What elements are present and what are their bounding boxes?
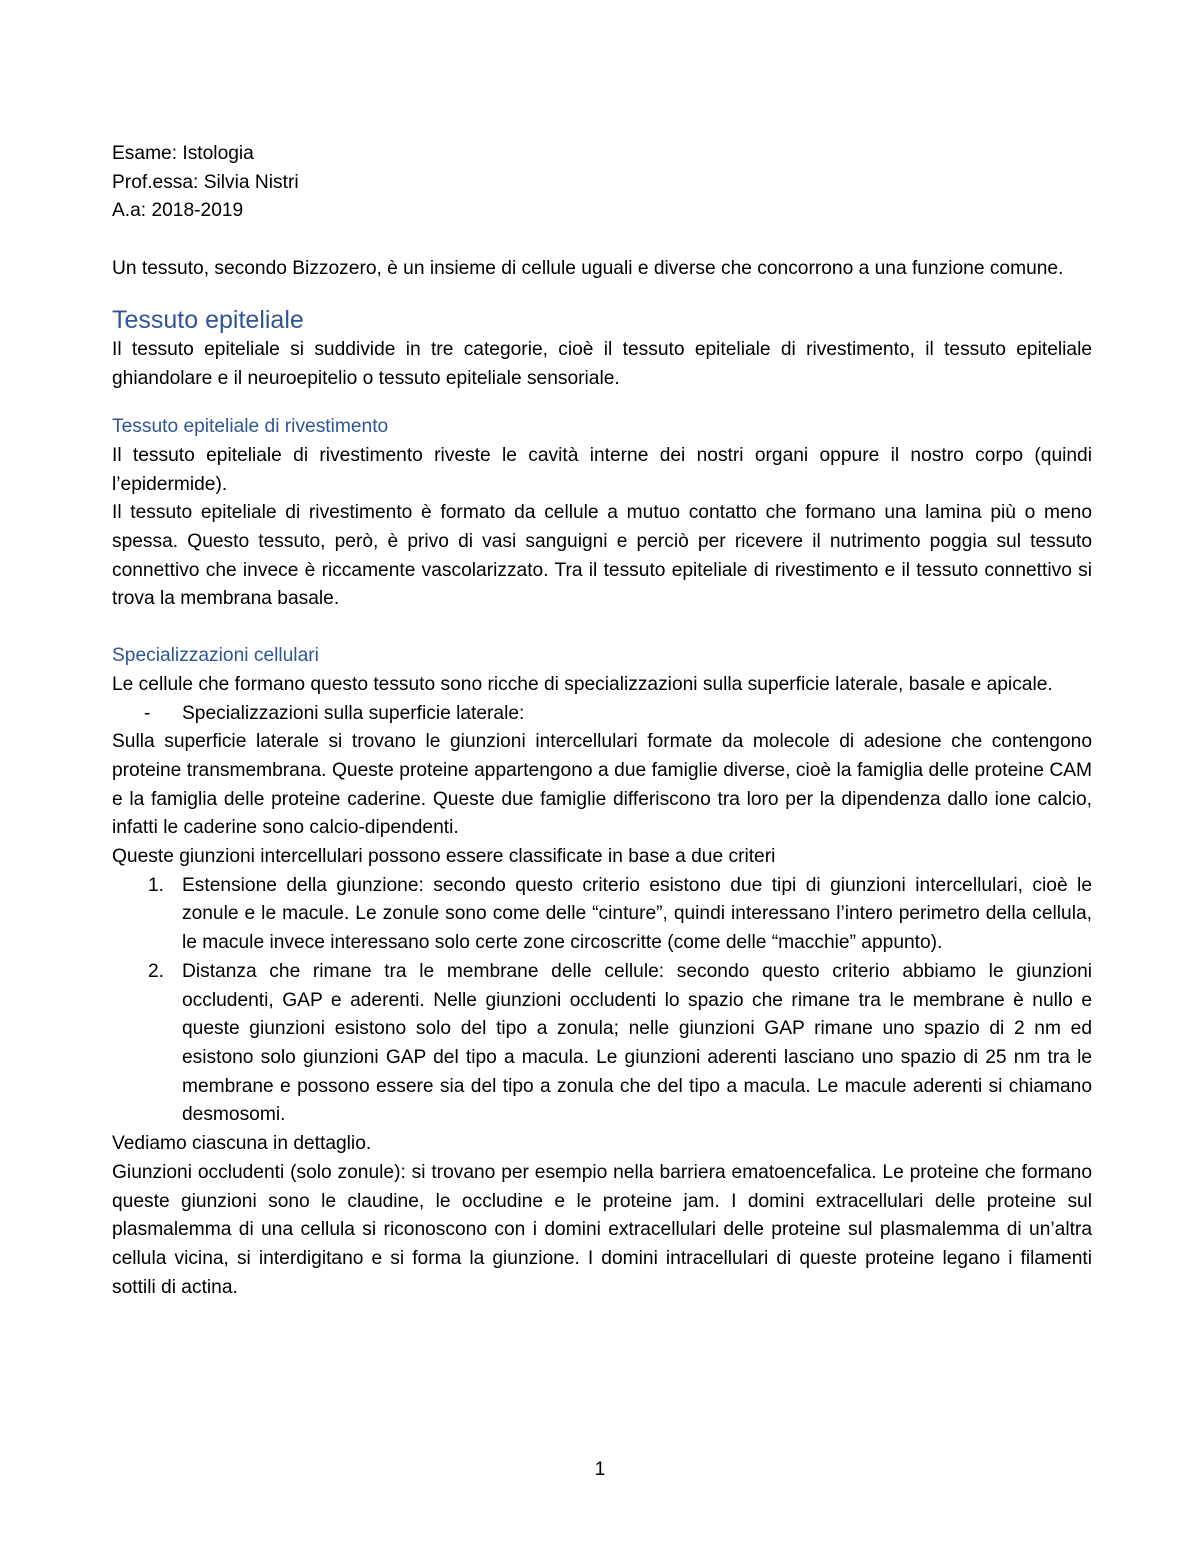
subsection-heading-rivestimento: Tessuto epiteliale di rivestimento bbox=[112, 416, 389, 438]
document-header bbox=[112, 140, 1092, 226]
subsection-heading-specializzazioni: Specializzazioni cellulari bbox=[112, 645, 319, 667]
exam-line: Esame: Istologia bbox=[112, 143, 254, 164]
section-heading-tessuto-epiteliale: Tessuto epiteliale bbox=[112, 305, 304, 334]
intro-paragraph: Un tessuto, secondo Bizzozero, è un insieme di cellule uguali e diverse che concorrono a una funzione comune. bbox=[112, 258, 1064, 280]
section-paragraph: Vediamo ciascuna in dettaglio. bbox=[112, 1133, 372, 1155]
section-paragraph: Il tessuto epiteliale di rivestimento riveste le cavità interne dei nostri organi oppure il nostro corpo (quindi l’epidermide). bbox=[112, 444, 1092, 495]
page-number: 1 bbox=[594, 1459, 606, 1480]
professor-line: Prof.essa: Silvia Nistri bbox=[112, 171, 299, 193]
list-item-text: Distanza che rimane tra le membrane delle cellule: secondo questo criterio abbiamo le giunzioni occludenti, GAP e aderenti. Nelle giunzioni occludenti lo spazio che rimane tra le membrane è nullo e queste giunzioni esistono solo del tipo a zonula; nelle giunzioni GAP rimane uno spazio di 2 nm ed esistono solo giunzioni GAP del tipo a macula. Le giunzioni aderenti lasciano uno spazio di 25 nm tra le membrane e possono essere sia del tipo a zonula che del tipo a macula. Le macule aderenti si chiamano desmosomi. bbox=[182, 960, 1092, 1126]
section-paragraph: Le cellule che formano questo tessuto sono ricche di specializzazioni sulla superficie laterale, basale e apicale. bbox=[112, 673, 1053, 695]
spacer bbox=[112, 226, 1092, 255]
section-paragraph: Giunzioni occludenti (solo zonule): si trovano per esempio nella barriera ematoencefalica. Le proteine che formano queste giunzioni sono le claudine, le occludine e le proteine jam. I domini extracellulari delle proteine sul plasmalemma di una cellula si riconoscono con i domini extracellulari delle proteine sul plasmalemma di un’altra cellula vicina, si interdigitano e si forma la giunzione. I domini intracellulari di queste proteine legano i filamenti sottili di actina. bbox=[112, 1161, 1092, 1298]
section-paragraph: Il tessuto epiteliale di rivestimento è formato da cellule a mutuo contatto che formano una lamina più o meno spessa. Questo tessuto, però, è privo di vasi sanguigni e perciò per ricevere il nutrimento poggia sul tessuto connettivo che invece è riccamente vascolarizzato. Tra il tessuto epiteliale di rivestimento e il tessuto connettivo si trova la membrana basale. bbox=[112, 502, 1092, 610]
dash-item-text: Specializzazioni sulla superficie laterale: bbox=[182, 702, 525, 724]
section-paragraph: Queste giunzioni intercellulari possono essere classificate in base a due criteri bbox=[112, 846, 776, 868]
section-paragraph: Il tessuto epiteliale si suddivide in tre categorie, cioè il tessuto epiteliale di rivestimento, il tessuto epiteliale ghiandolare e il neuroepitelio o tessuto epiteliale sensoriale. bbox=[112, 338, 1092, 389]
dash-marker: - bbox=[144, 702, 151, 724]
academic-year-line: A.a: 2018-2019 bbox=[112, 200, 244, 222]
list-number: 2. bbox=[148, 960, 165, 982]
dash-list-item bbox=[112, 700, 1092, 729]
criteria-list-item bbox=[112, 872, 1092, 958]
list-number: 1. bbox=[148, 874, 165, 896]
list-item-text: Estensione della giunzione: secondo questo criterio esistono due tipi di giunzioni intercellulari, cioè le zonule e le macule. Le zonule sono come delle “cinture”, quindi interessano l’intero perimetro della cellula, le macule invece interessano solo certe zone circoscritte (come delle “macchie” appunto). bbox=[182, 874, 1092, 954]
criteria-list bbox=[112, 872, 1092, 1130]
criteria-list-item bbox=[112, 958, 1092, 1130]
section-paragraph: Sulla superficie laterale si trovano le giunzioni intercellulari formate da molecole di adesione che contengono proteine transmembrana. Queste proteine appartengono a due famiglie diverse, cioè la famiglia delle proteine CAM e la famiglia delle proteine caderine. Queste due famiglie differiscono tra loro per la dipendenza dallo ione calcio, infatti le caderine sono calcio-dipendenti. bbox=[112, 731, 1092, 839]
